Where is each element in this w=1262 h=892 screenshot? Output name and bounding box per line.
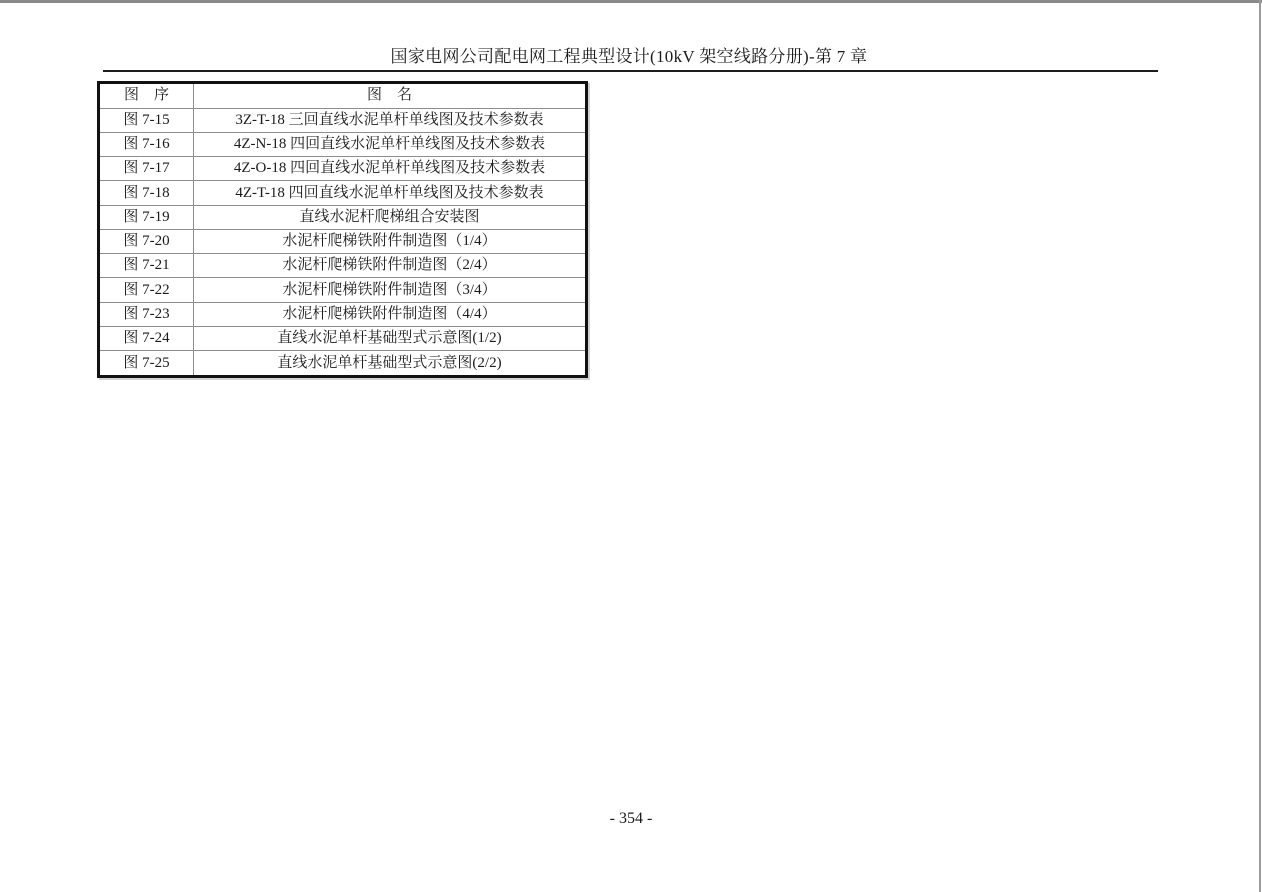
- table-row: [99, 278, 587, 302]
- figure-seq-cell: 图 7-25: [99, 351, 194, 377]
- table-row: [99, 326, 587, 350]
- figure-seq-cell: 图 7-19: [99, 205, 194, 229]
- table-row: [99, 157, 587, 181]
- table-row: [99, 205, 587, 229]
- figure-seq-cell: 图 7-20: [99, 229, 194, 253]
- figure-seq-cell: 图 7-16: [99, 132, 194, 156]
- figure-name-cell: 直线水泥单杆基础型式示意图(1/2): [194, 326, 587, 350]
- header-rule: [103, 70, 1158, 72]
- table-row: [99, 254, 587, 278]
- figure-name-cell: 直线水泥单杆基础型式示意图(2/2): [194, 351, 587, 377]
- figure-seq-cell: 图 7-15: [99, 108, 194, 132]
- figure-seq-cell: 图 7-22: [99, 278, 194, 302]
- figure-seq-cell: 图 7-23: [99, 302, 194, 326]
- table-row: [99, 132, 587, 156]
- table-row: [99, 229, 587, 253]
- figure-index-table: [97, 81, 588, 378]
- table-row: [99, 302, 587, 326]
- figure-name-cell: 直线水泥杆爬梯组合安装图: [194, 205, 587, 229]
- figure-name-cell: 4Z-N-18 四回直线水泥单杆单线图及技术参数表: [194, 132, 587, 156]
- table-header-row: [99, 83, 587, 109]
- figure-seq-cell: 图 7-21: [99, 254, 194, 278]
- figure-name-cell: 3Z-T-18 三回直线水泥单杆单线图及技术参数表: [194, 108, 587, 132]
- figure-name-cell: 水泥杆爬梯铁附件制造图（2/4）: [194, 254, 587, 278]
- scan-edge-top: [0, 0, 1262, 3]
- column-header-seq: 图 序: [99, 83, 194, 109]
- figure-name-cell: 水泥杆爬梯铁附件制造图（4/4）: [194, 302, 587, 326]
- figure-name-cell: 4Z-T-18 四回直线水泥单杆单线图及技术参数表: [194, 181, 587, 205]
- figure-name-cell: 4Z-O-18 四回直线水泥单杆单线图及技术参数表: [194, 157, 587, 181]
- page-number: - 354 -: [609, 810, 653, 827]
- figure-name-cell: 水泥杆爬梯铁附件制造图（1/4）: [194, 229, 587, 253]
- document-header-title: 国家电网公司配电网工程典型设计(10kV 架空线路分册)-第 7 章: [390, 47, 868, 66]
- figure-seq-cell: 图 7-24: [99, 326, 194, 350]
- table-row: [99, 108, 587, 132]
- figure-seq-cell: 图 7-18: [99, 181, 194, 205]
- table-row: [99, 181, 587, 205]
- column-header-name: 图 名: [194, 83, 587, 109]
- table-row: [99, 351, 587, 377]
- figure-seq-cell: 图 7-17: [99, 157, 194, 181]
- scan-edge-right: [1259, 0, 1261, 892]
- figure-name-cell: 水泥杆爬梯铁附件制造图（3/4）: [194, 278, 587, 302]
